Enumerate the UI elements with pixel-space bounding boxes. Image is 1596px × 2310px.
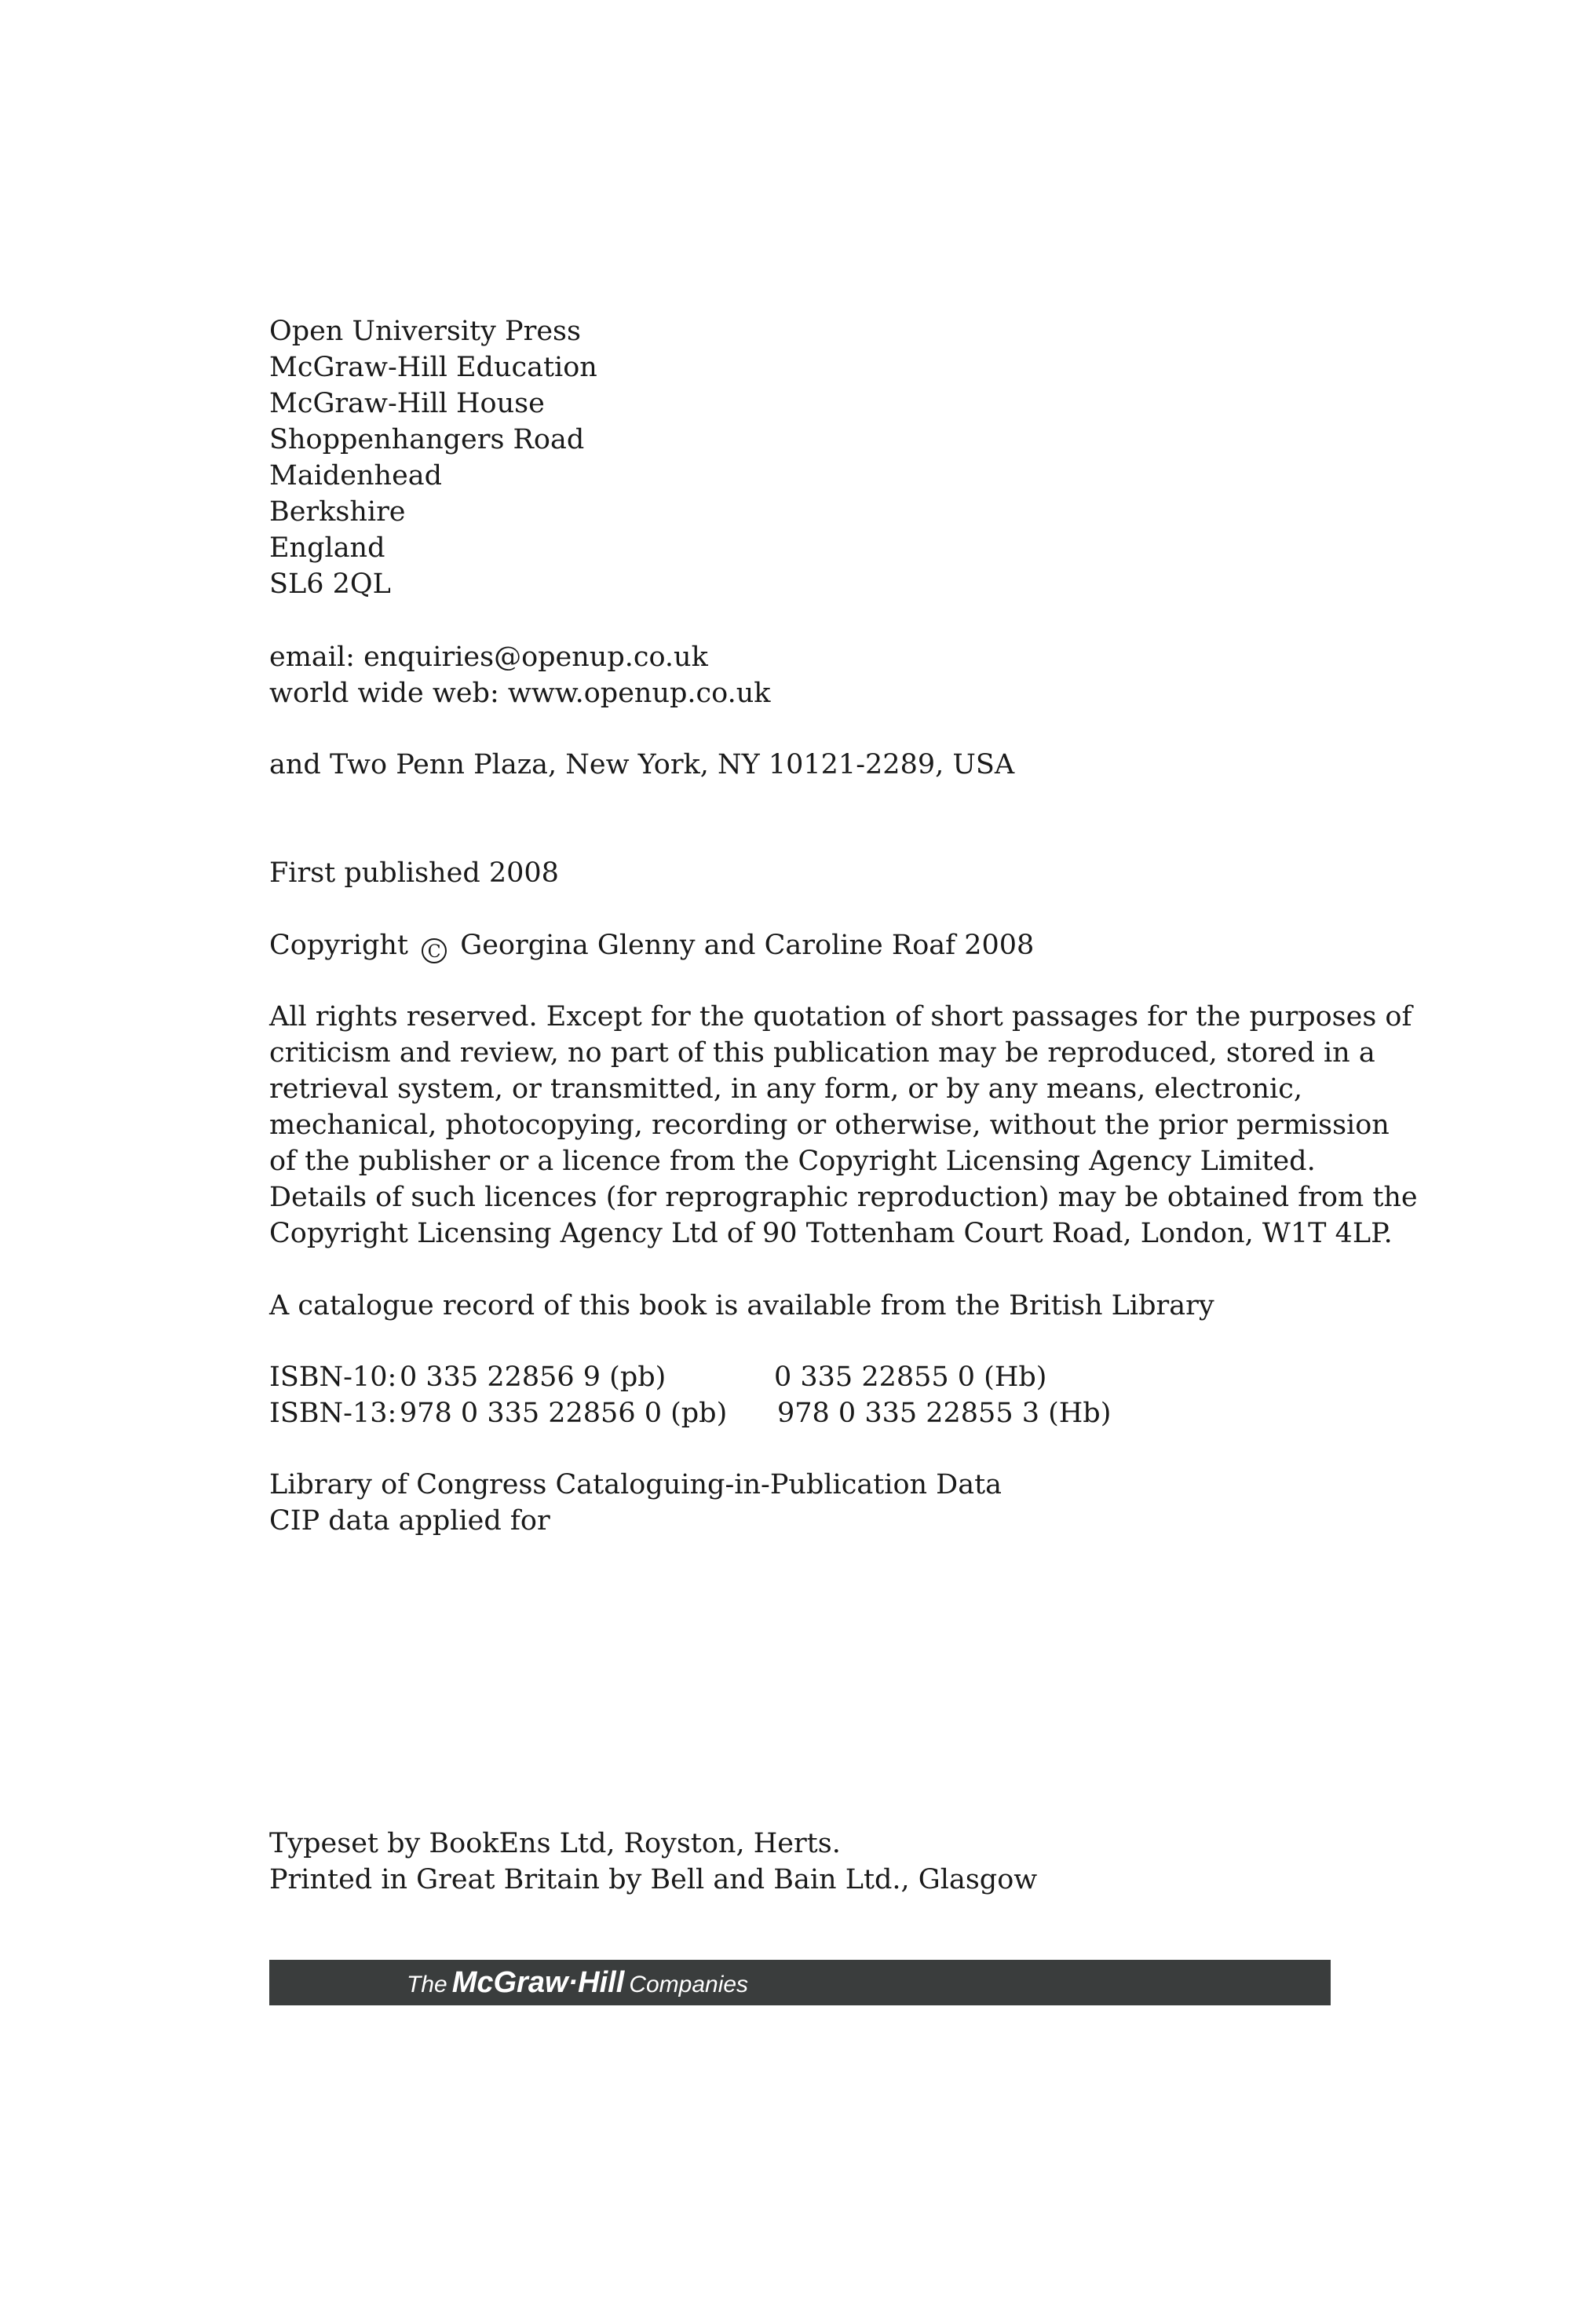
address-line: McGraw-Hill House [269, 388, 545, 419]
isbn-10-label: ISBN-10: [269, 1362, 397, 1393]
copyright-symbol-icon: C [422, 938, 447, 963]
rights-paragraph [269, 999, 1418, 1252]
rights-line: mechanical, photocopying, recording or otherwise, without the prior permission [269, 1109, 1390, 1141]
us-address-line: and Two Penn Plaza, New York, NY 10121-2289, USA [269, 749, 1015, 780]
isbn-block [269, 1359, 1329, 1431]
address-line: Maidenhead [269, 460, 443, 492]
first-published [269, 855, 1329, 891]
address-line: Berkshire [269, 496, 406, 528]
isbn-13-label: ISBN-13: [269, 1398, 397, 1429]
rights-line: Copyright Licensing Agency Ltd of 90 Tottenham Court Road, London, W1T 4LP. [269, 1218, 1393, 1249]
isbn-13-row [269, 1395, 1329, 1431]
typeset-line: Typeset by BookEns Ltd, Royston, Herts. [269, 1828, 841, 1859]
logo-name: McGraw·Hill [451, 1966, 625, 1999]
isbn-13-pb: 978 0 335 22856 0 (pb) [400, 1398, 728, 1429]
mcgraw-hill-logo [407, 1960, 748, 2005]
email-line: email: enquiries@openup.co.uk [269, 641, 708, 673]
copyright-notice [269, 927, 1329, 963]
printed-line: Printed in Great Britain by Bell and Bain Ltd., Glasgow [269, 1864, 1038, 1895]
address-line: England [269, 532, 385, 564]
loc-title: Library of Congress Cataloguing-in-Publication Data [269, 1469, 1003, 1500]
copyright-prefix: Copyright [269, 930, 408, 961]
rights-line: retrieval system, or transmitted, in any form, or by any means, electronic, [269, 1073, 1302, 1105]
us-address [269, 747, 1329, 783]
catalogue-record-line: A catalogue record of this book is available from the British Library [269, 1290, 1214, 1321]
isbn-10-row [269, 1359, 1329, 1395]
address-line: Open University Press [269, 316, 581, 347]
production-credits [269, 1826, 1329, 1898]
web-line: world wide web: www.openup.co.uk [269, 678, 771, 709]
address-line: SL6 2QL [269, 568, 391, 600]
copyright-line [269, 927, 1329, 963]
rights-line: Details of such licences (for reprographic reproduction) may be obtained from the [269, 1182, 1418, 1213]
isbn-10-pb: 0 335 22856 9 (pb) [400, 1362, 667, 1393]
contact-info [269, 639, 1329, 711]
address-line: Shoppenhangers Road [269, 424, 585, 455]
rights-line: All rights reserved. Except for the quotation of short passages for the purposes of [269, 1001, 1412, 1033]
isbn-13-hb: 978 0 335 22855 3 (Hb) [777, 1398, 1112, 1429]
catalogue-record [269, 1288, 1329, 1324]
loc-status: CIP data applied for [269, 1505, 550, 1537]
address-line: McGraw-Hill Education [269, 352, 597, 383]
publisher-address [269, 313, 1329, 602]
logo-the: The [407, 1972, 447, 1997]
first-published-line: First published 2008 [269, 857, 559, 889]
library-of-congress [269, 1467, 1329, 1539]
rights-line: criticism and review, no part of this publication may be reproduced, stored in a [269, 1037, 1375, 1069]
rights-line: of the publisher or a licence from the Copyright Licensing Agency Limited. [269, 1146, 1316, 1177]
publisher-logo-bar [269, 1960, 1331, 2005]
isbn-10-hb: 0 335 22855 0 (Hb) [774, 1362, 1047, 1393]
copyright-holders: Georgina Glenny and Caroline Roaf 2008 [460, 930, 1035, 961]
logo-companies: Companies [629, 1972, 749, 1997]
